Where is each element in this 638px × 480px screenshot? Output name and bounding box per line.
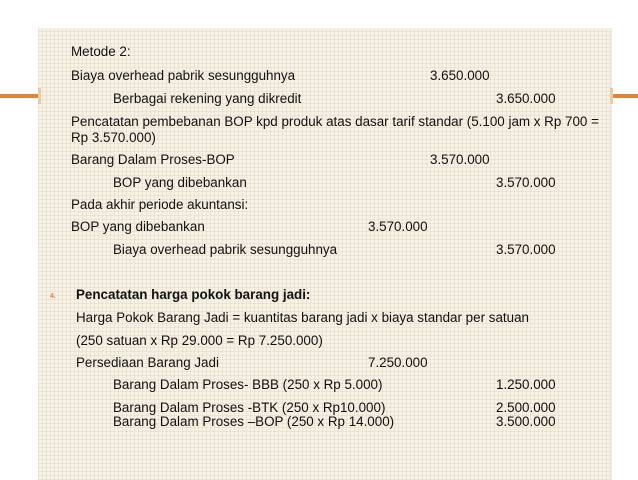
journal-credit-label: Barang Dalam Proses -BTK (250 x Rp10.000) bbox=[113, 400, 386, 415]
journal-debit-label: Barang Dalam Proses-BOP bbox=[71, 152, 235, 167]
section-heading: Pencatatan harga pokok barang jadi: bbox=[76, 287, 311, 302]
journal-credit-label: Berbagai rekening yang dikredit bbox=[113, 91, 302, 106]
accent-bar-left bbox=[0, 94, 38, 98]
journal-debit-label: Persediaan Barang Jadi bbox=[76, 355, 219, 370]
journal-debit-value: 3.570.000 bbox=[368, 219, 428, 234]
accent-bar-right bbox=[612, 94, 638, 98]
journal-credit-value: 3.570.000 bbox=[496, 175, 556, 190]
formula-calc: (250 satuan x Rp 29.000 = Rp 7.250.000) bbox=[76, 333, 323, 348]
formula-line: Harga Pokok Barang Jadi = kuantitas barang jadi x biaya standar per satuan bbox=[76, 310, 529, 325]
journal-credit-value: 3.500.000 bbox=[496, 414, 556, 429]
journal-debit-label: BOP yang dibebankan bbox=[71, 219, 205, 234]
journal-credit-value: 3.650.000 bbox=[496, 91, 556, 106]
journal-credit-value: 1.250.000 bbox=[496, 377, 556, 392]
accent-tick-right bbox=[610, 88, 613, 104]
journal-credit-label: Barang Dalam Proses –BOP (250 x Rp 14.000) bbox=[113, 414, 395, 429]
journal-credit-label: Barang Dalam Proses- BBB (250 x Rp 5.000) bbox=[113, 377, 383, 392]
journal-debit-value: 3.570.000 bbox=[430, 152, 490, 167]
journal-credit-label: BOP yang dibebankan bbox=[113, 175, 247, 190]
accent-tick-left bbox=[38, 88, 41, 104]
journal-credit-value: 3.570.000 bbox=[496, 242, 556, 257]
period-end-label: Pada akhir periode akuntansi: bbox=[71, 197, 249, 212]
journal-credit-value: 2.500.000 bbox=[496, 400, 556, 415]
section-number: 4. bbox=[50, 293, 56, 300]
journal-credit-label: Biaya overhead pabrik sesungguhnya bbox=[113, 242, 338, 257]
journal-debit-value: 3.650.000 bbox=[430, 68, 490, 83]
metode-title: Metode 2: bbox=[71, 44, 131, 59]
journal-debit-label: Biaya overhead pabrik sesungguhnya bbox=[71, 68, 296, 83]
journal-debit-value: 7.250.000 bbox=[368, 355, 428, 370]
note-text: Pencatatan pembebanan BOP kpd produk atas dasar tarif standar (5.100 jam x Rp 700 = Rp 3.570.000) bbox=[71, 114, 599, 145]
